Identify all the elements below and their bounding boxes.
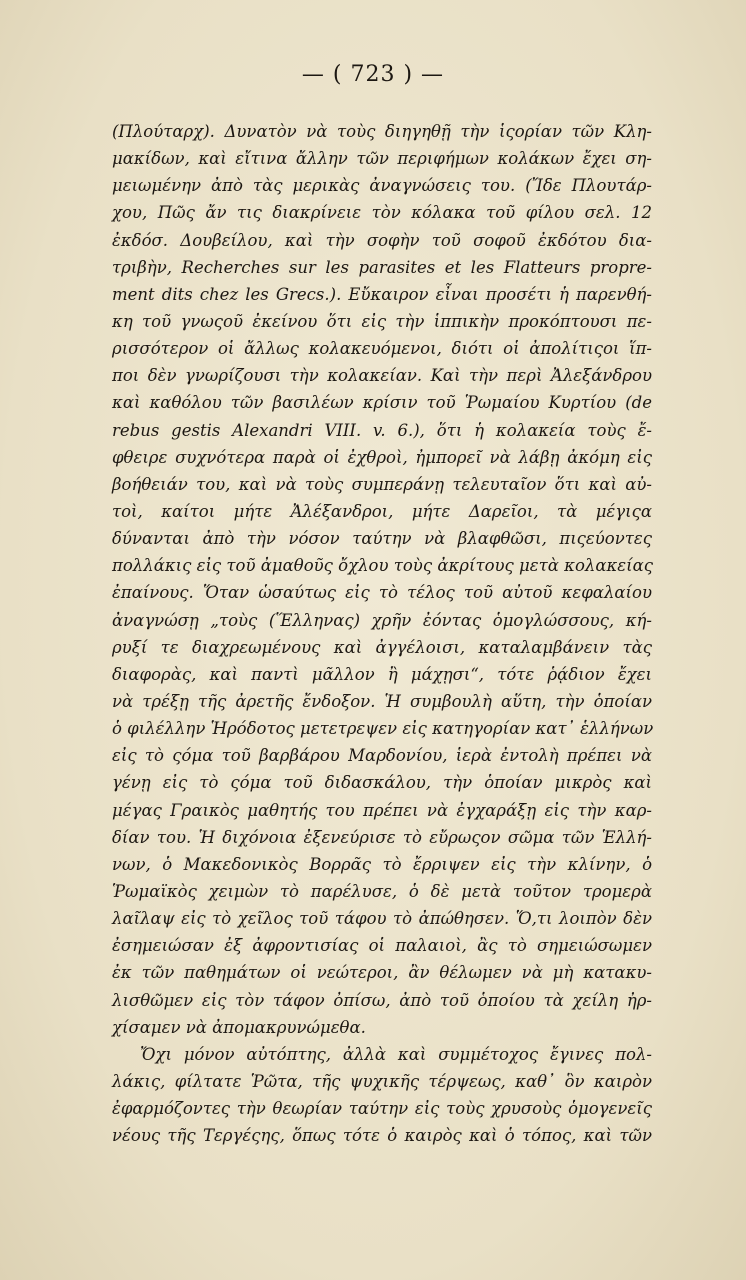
page-body <box>112 118 652 1149</box>
text-line: νων, ὁ Μακεδονικὸς Βορρᾶς τὸ ἔρριψεν εἰς τὴν κλίνην, ὁ <box>112 854 652 874</box>
text-line: πολλάκις εἰς τοῦ ἀμαθοῦς ὄχλου τοὺς ἀκρίτους μετὰ κολακείας <box>112 556 654 576</box>
text-line: (Πλούταρχ). Δυνατὸν νὰ τοὺς διηγηθῇ τὴν ἱςορίαν τῶν Κλη- <box>112 122 652 141</box>
text-line: τριβὴν, Recherches sur les parasites et les Flatteurs propre- <box>112 257 652 277</box>
text-line: εἰς τὸ ςόμα τοῦ βαρβάρου Μαρδονίου, ἱερὰ ἐντολὴ πρέπει νὰ <box>112 746 652 766</box>
text-line: νὰ τρέξῃ τῆς ἀρετῆς ἔνδοξον. Ἡ συμβουλὴ αὕτη, τὴν ὁποίαν <box>112 691 652 711</box>
text-line: μειωμένην ἀπὸ τὰς μερικὰς ἀναγνώσεις του. (Ἴδε Πλουτάρ- <box>112 176 652 196</box>
text-line: βοήθειάν του, καὶ νὰ τοὺς συμπεράνῃ τελευταῖον ὅτι καὶ αὐ- <box>112 474 652 494</box>
text-line: γένῃ εἰς τὸ ςόμα τοῦ διδασκάλου, τὴν ὁποίαν μικρὸς καὶ <box>112 773 652 793</box>
text-line: καὶ καθόλου τῶν βασιλέων κρίσιν τοῦ Ῥωμαίου Κυρτίου (de <box>112 393 652 413</box>
text-line: λισθῶμεν εἰς τὸν τάφον ὀπίσω, ἀπὸ τοῦ ὁποίου τὰ χείλη ἠρ- <box>112 990 652 1010</box>
text-line: δύνανται ἀπὸ τὴν νόσον ταύτην νὰ βλαφθῶσι, πιςεύοντες <box>112 529 652 549</box>
text-line: ποι δὲν γνωρίζουσι τὴν κολακείαν. Καὶ τὴν περὶ Ἀλεξάνδρου <box>112 366 652 386</box>
text-line: λαῖλαψ εἰς τὸ χεῖλος τοῦ τάφου τὸ ἀπώθησεν. Ὅ,τι λοιπὸν δὲν <box>112 909 652 929</box>
text-line: ρυξί τε διαχρεωμένους καὶ ἀγγέλοισι, καταλαμβάνειν τὰς <box>112 637 652 657</box>
text-line: ἐσημειώσαν ἐξ ἀφροντισίας οἱ παλαιοὶ, ἂς τὸ σημειώσωμεν <box>112 936 652 956</box>
paragraph-1 <box>112 118 652 1041</box>
text-line: χου, Πῶς ἄν τις διακρίνειε τὸν κόλακα τοῦ φίλου σελ. 12 <box>112 203 652 223</box>
text-line: Ῥωμαϊκὸς χειμὼν τὸ παρέλυσε, ὁ δὲ μετὰ τοῦτον τρομερὰ <box>112 881 652 901</box>
text-line: λάκις, φίλτατε Ῥῶτα, τῆς ψυχικῆς τέρψεως, καθ᾽ ὃν καιρὸν <box>112 1071 652 1091</box>
text-line: τοὶ, καίτοι μήτε Ἀλέξανδροι, μήτε Δαρεῖοι, τὰ μέγιςα <box>112 501 652 521</box>
text-line: μακίδων, καὶ εἴτινα ἄλλην τῶν περιφήμων κολάκων ἔχει ση- <box>112 149 652 169</box>
text-line: ὁ φιλέλλην Ἡρόδοτος μετετρεψεν εἰς κατηγορίαν κατ᾽ ἑλλήνων <box>112 719 654 739</box>
text-line: ἐκ τῶν παθημάτων οἱ νεώτεροι, ἂν θέλωμεν νὰ μὴ κατακυ- <box>112 963 652 983</box>
text-line: χίσαμεν νὰ ἀπομακρυνώμεθα. <box>112 1017 366 1037</box>
text-line: ἀναγνώσῃ „τοὺς (Ἕλληνας) χρῆν ἐόντας ὁμογλώσσους, κή- <box>112 610 652 630</box>
page-number-header: — ( 723 ) — <box>301 62 445 87</box>
text-line: ἐπαίνους. Ὅταν ὡσαύτως εἰς τὸ τέλος τοῦ αὐτοῦ κεφαλαίου <box>112 583 652 603</box>
text-line: νέους τῆς Τεργέςης, ὅπως τότε ὁ καιρὸς καὶ ὁ τόπος, καὶ τῶν <box>112 1126 652 1146</box>
text-line: ἐκδόσ. Δουβείλου, καὶ τὴν σοφὴν τοῦ σοφοῦ ἐκδότου δια- <box>112 230 652 250</box>
text-line: ρισσότερον οἱ ἄλλως κολακευόμενοι, διότι οἱ ἀπολίτιςοι ἵπ- <box>112 339 652 359</box>
text-line: ἐφαρμόζοντες τὴν θεωρίαν ταύτην εἰς τοὺς χρυσοὺς ὁμογενεῖς <box>112 1099 652 1119</box>
text-line: μέγας Γραικὸς μαθητής του πρέπει νὰ ἐγχαράξῃ εἰς τὴν καρ- <box>112 800 652 820</box>
text-line: δίαν του. Ἡ διχόνοια ἐξενεύρισε τὸ εὔρωςον σῶμα τῶν Ἑλλή- <box>112 827 652 847</box>
text-line: rebus gestis Alexandri VIII. v. 6.), ὅτι ἡ κολακεία τοὺς ἔ- <box>112 420 652 440</box>
text-line: διαφορὰς, καὶ παντὶ μᾶλλον ἢ μάχῃσι“, τότε ῥᾴδιον ἔχει <box>112 664 652 684</box>
text-line: κη τοῦ γνωςοῦ ἐκείνου ὅτι εἰς τὴν ἱππικὴν προκόπτουσι πε- <box>112 311 652 331</box>
text-line: φθειρε συχνότερα παρὰ οἱ ἐχθροὶ, ἠμπορεῖ νὰ λάβῃ ἀκόμη εἰς <box>112 447 652 467</box>
paragraph-2 <box>112 1041 652 1150</box>
text-line: ment dits chez les Grecs.). Εὔκαιρον εἶναι προσέτι ἡ παρενθή- <box>112 284 652 304</box>
text-line: Ὄχι μόνον αὐτόπτης, ἀλλὰ καὶ συμμέτοχος ἔγινες πολ- <box>140 1044 652 1064</box>
